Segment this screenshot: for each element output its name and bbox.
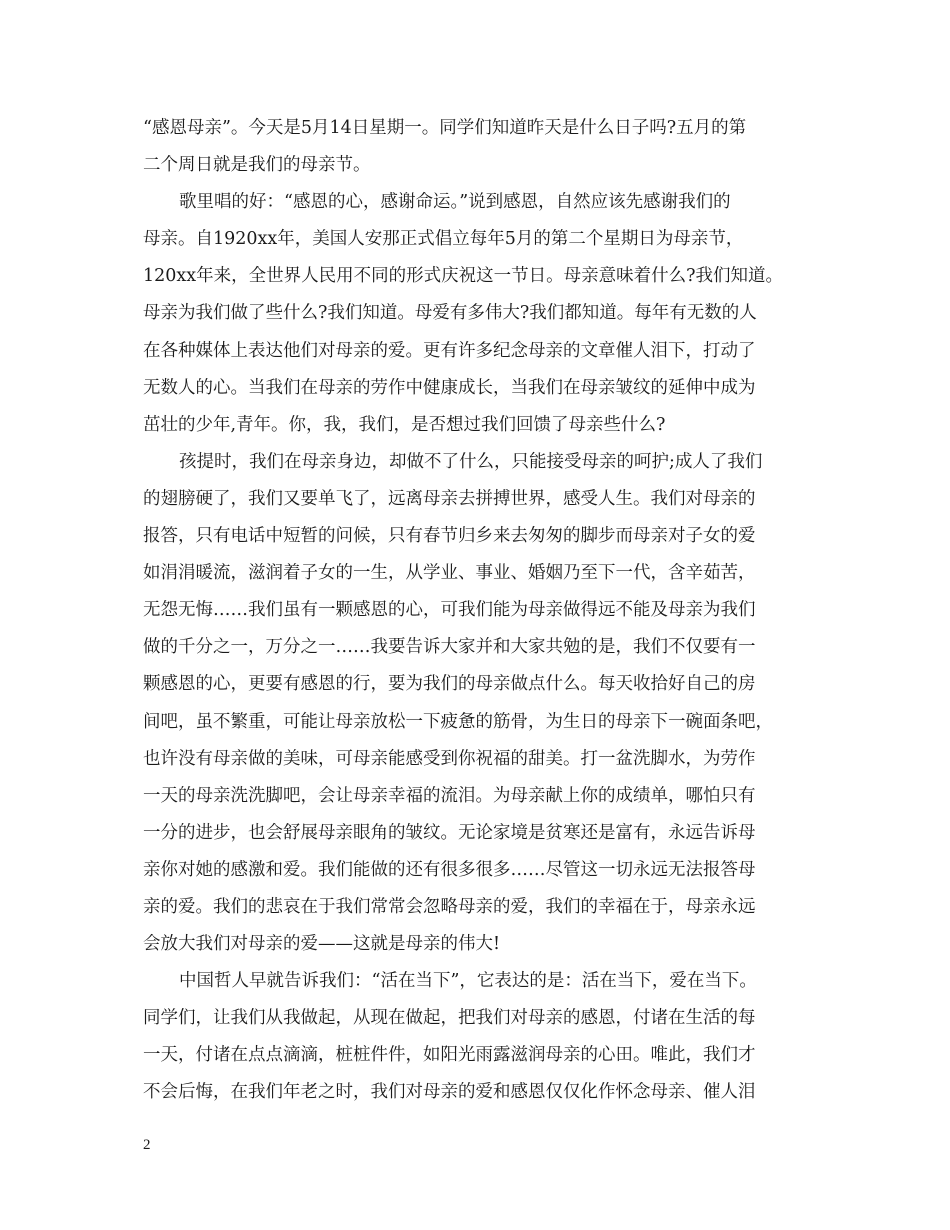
text-line: 无数人的心。当我们在母亲的劳作中健康成长，当我们在母亲皱纹的延伸中成为: [143, 377, 756, 398]
text-line: 报答，只有电话中短暂的问候，只有春节归乡来去匆匆的脚步而母亲对子女的爱: [143, 526, 756, 547]
text-line: 如涓涓暖流，滋润着子女的一生，从学业、事业、婚姻乃至下一代，含辛茹苦，: [143, 563, 756, 584]
text-line: 无怨无悔……我们虽有一颗感恩的心，可我们能为母亲做得远不能及母亲为我们: [143, 600, 756, 621]
text-line: 间吧，虽不繁重，可能让母亲放松一下疲惫的筋骨，为生日的母亲下一碗面条吧，: [143, 711, 773, 732]
text-line: 母亲为我们做了些什么?我们知道。母爱有多伟大?我们都知道。每年有无数的人: [143, 303, 757, 324]
paragraph-first-line: 中国哲人早就告诉我们：“活在当下”，它表达的是：活在当下，爱在当下。: [179, 971, 757, 992]
text-line: 亲的爱。我们的悲哀在于我们常常会忽略母亲的爱，我们的幸福在于，母亲永远: [143, 896, 756, 917]
text-line: 茁壮的少年,青年。你，我，我们，是否想过我们回馈了母亲些什么?: [143, 414, 666, 435]
text-line: 的翅膀硬了，我们又要单飞了，远离母亲去拼搏世界，感受人生。我们对母亲的: [143, 488, 756, 509]
text-line: 会放大我们对母亲的爱——这就是母亲的伟大!: [143, 934, 501, 955]
text-line: 亲你对她的感激和爱。我们能做的还有很多很多……尽管这一切永远无法报答母: [143, 859, 756, 880]
text-line: 母亲。自1920xx年，美国人安那正式倡立每年5月的第二个星期日为母亲节，: [143, 229, 744, 250]
text-line: 也许没有母亲做的美味，可母亲能感受到你祝福的甜美。打一盆洗脚水，为劳作: [143, 748, 756, 769]
document-body: [143, 110, 823, 1112]
paragraph-first-line: 歌里唱的好：“感恩的心，感谢命运。”说到感恩，自然应该先感谢我们的: [179, 192, 731, 213]
text-line: 做的千分之一，万分之一……我要告诉大家并和大家共勉的是，我们不仅要有一: [143, 637, 756, 658]
text-line: 一天，付诸在点点滴滴，桩桩件件，如阳光雨露滋润母亲的心田。唯此，我们才: [143, 1045, 756, 1066]
paragraph-first-line: 孩提时，我们在母亲身边，却做不了什么，只能接受母亲的呵护;成人了我们: [179, 451, 763, 472]
text-line: 一分的进步，也会舒展母亲眼角的皱纹。无论家境是贫寒还是富有，永远告诉母: [143, 822, 756, 843]
text-line: 颗感恩的心，更要有感恩的行，要为我们的母亲做点什么。每天收拾好自己的房: [143, 674, 756, 695]
text-line: 120xx年来，全世界人民用不同的形式庆祝这一节日。母亲意味着什么?我们知道。: [143, 266, 784, 287]
text-line: 不会后悔，在我们年老之时，我们对母亲的爱和感恩仅仅化作怀念母亲、催人泪: [143, 1082, 756, 1103]
text-line: “感恩母亲”。今天是5月14日星期一。同学们知道昨天是什么日子吗?五月的第: [143, 118, 747, 138]
text-line: 一天的母亲洗洗脚吧，会让母亲幸福的流泪。为母亲献上你的成绩单，哪怕只有: [143, 785, 756, 806]
text-line: 在各种媒体上表达他们对母亲的爱。更有许多纪念母亲的文章催人泪下，打动了: [143, 340, 756, 361]
text-line: 同学们，让我们从我做起，从现在做起，把我们对母亲的感恩，付诸在生活的每: [143, 1008, 756, 1029]
page-number: 2: [143, 1137, 151, 1153]
text-line: 二个周日就是我们的母亲节。: [143, 155, 371, 176]
